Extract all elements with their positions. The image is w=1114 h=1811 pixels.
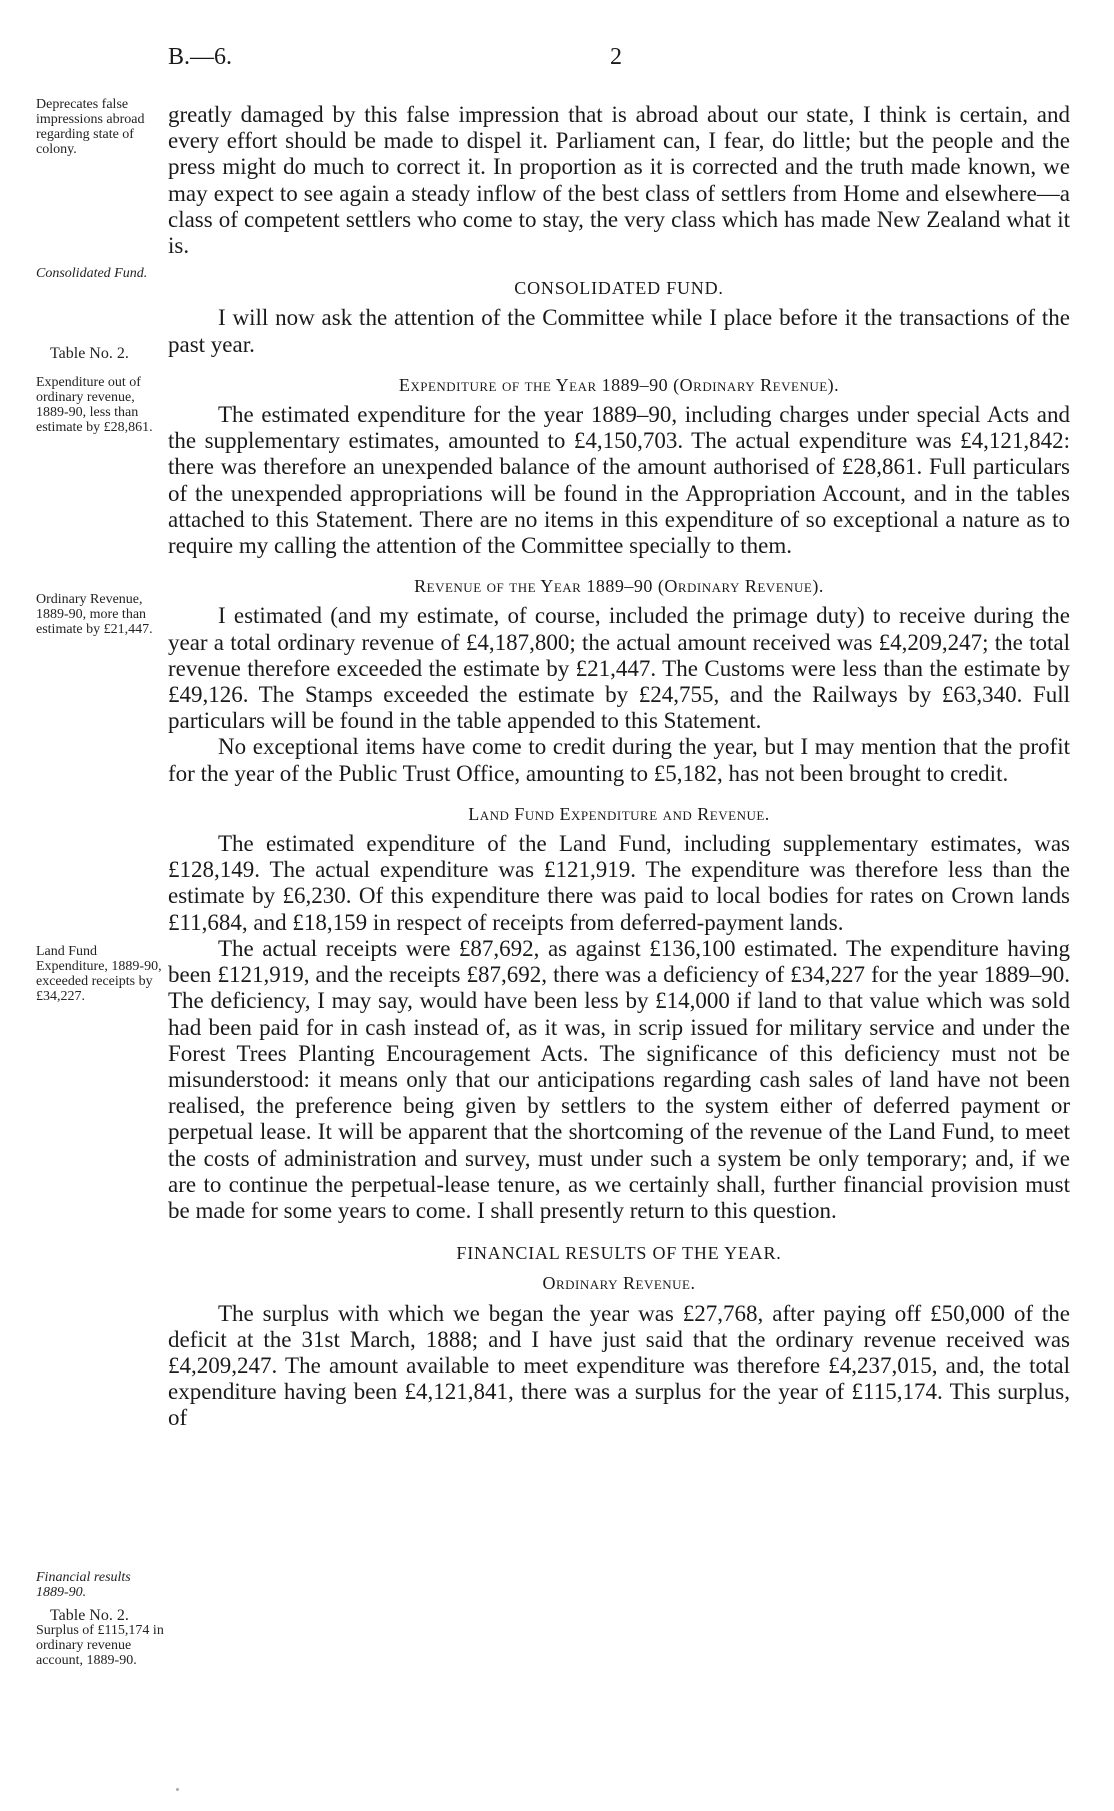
table-reference: Table No. 2. [50, 1607, 129, 1624]
margin-note-consolidated-fund: Consolidated Fund. [36, 266, 148, 281]
margin-note-surplus-text: Surplus of £115,174 in ordinary revenue account, 1889-90. [36, 1623, 164, 1668]
section-heading-expenditure: Expenditure of the Year 1889–90 (Ordinary Revenue). [398, 374, 840, 395]
margin-note-expenditure [36, 346, 164, 435]
document-reference: B.—6. [168, 44, 233, 70]
section-heading-financial-results: FINANCIAL RESULTS OF THE YEAR. [456, 1243, 782, 1264]
page-speck [176, 1788, 179, 1791]
main-text [168, 102, 1070, 1432]
section-heading-land-fund: Land Fund Expenditure and Revenue. [468, 803, 770, 824]
page-number: 2 [610, 44, 622, 70]
paragraph: greatly damaged by this false impression that is abroad about our state, I think is certain, and every effort should be made to dispel it. Parliament can, I fear, do little; but the people and the press might do much to correct it. In proportion as it is corrected and the truth made known, we may expect to see again a steady inflow of the best class of settlers from Home and elsewhere—a class of competent settlers who come to stay, the very class which has made New Zealand what it is. [168, 102, 1070, 259]
paragraph: I estimated (and my estimate, of course, included the primage duty) to receive during the year a total ordinary revenue of £4,187,800; the actual amount received was £4,209,247; the total revenue therefore exceeded the estimate by £21,447. The Customs were less than the estimate by £49,126. The Stamps exceeded the estimate by £24,755, and the Railways by £63,340. Full particulars will be found in the table appended to this Statement. [168, 603, 1070, 734]
paragraph: The surplus with which we began the year was £27,768, after paying off £50,000 of the deficit at the 31st March, 1888; and I have just said that the ordinary revenue received was £4,209,247. The amount available to meet expenditure was therefore £4,237,015, and, the total expenditure having been £4,121,841, there was a surplus for the year of £115,174. This surplus, of [168, 1300, 1070, 1431]
table-reference: Table No. 2. [50, 345, 129, 362]
section-heading-consolidated-fund: CONSOLIDATED FUND. [514, 278, 724, 299]
margin-note-financial-results-text: Financial results 1889-90. [36, 1570, 131, 1600]
paragraph: I will now ask the attention of the Committee while I place before it the transactions of the past year. [168, 305, 1070, 357]
margin-note-false-impressions: Deprecates false impressions abroad regarding state of colony. [36, 97, 145, 157]
paragraph: No exceptional items have come to credit during the year, but I may mention that the profit for the year of the Public Trust Office, amounting to £5,182, has not been brought to credit. [168, 734, 1070, 786]
page-header [168, 44, 1068, 84]
paragraph: The estimated expenditure for the year 1889–90, including charges under special Acts and the supplementary estimates, amounted to £4,150,703. The actual expenditure was £4,121,842: there was therefore an unexpended balance of the amount authorised of £28,861. Full particulars of the unexpended appropriations will be found in the Appropriation Account, and in the tables attached to this Statement. There are no items in this expenditure of so exceptional a nature as to require my calling the attention of the Committee specially to them. [168, 402, 1070, 559]
section-heading-revenue: Revenue of the Year 1889–90 (Ordinary Revenue). [414, 576, 824, 597]
margin-note-financial-results [36, 1570, 164, 1668]
paragraph: The estimated expenditure of the Land Fund, including supplementary estimates, was £128,149. The actual expenditure was £121,919. The expenditure was therefore less than the estimate by £6,230. Of this expenditure there was paid to local bodies for rates on Crown lands £11,684, and £18,159 in respect of receipts from deferred-payment lands. [168, 831, 1070, 935]
margin-note-expenditure-text: Expenditure out of ordinary revenue, 1889-90, less than estimate by £28,861. [36, 375, 153, 435]
paragraph: The actual receipts were £87,692, as against £136,100 estimated. The expenditure having been £121,919, and the receipts £87,692, there was a deficiency of £34,227 for the year 1889–90. The deficiency, I may say, would have been less by £14,000 if land to that value which was sold had been paid for in cash instead of, as it was, in scrip issued for military service and under the Forest Trees Planting Encouragement Acts. The significance of this deficiency must not be misunderstood: it means only that our anticipations regarding cash sales of land have not been realised, the preference being given by settlers to the system either of deferred payment or perpetual lease. It will be apparent that the shortcoming of the revenue of the Land Fund, to meet the costs of administration and survey, must under such a system be only temporary; and, if we are to continue the perpetual-lease tenure, as we certainly shall, further financial provision must be made for some years to come. I shall presently return to this question. [168, 935, 1070, 1223]
margin-note-ordinary-revenue: Ordinary Revenue, 1889-90, more than estimate by £21,447. [36, 592, 153, 637]
subheading-ordinary-revenue: Ordinary Revenue. [542, 1273, 696, 1294]
margin-note-land-fund: Land Fund Expenditure, 1889-90, exceeded receipts by £34,227. [36, 944, 162, 1004]
